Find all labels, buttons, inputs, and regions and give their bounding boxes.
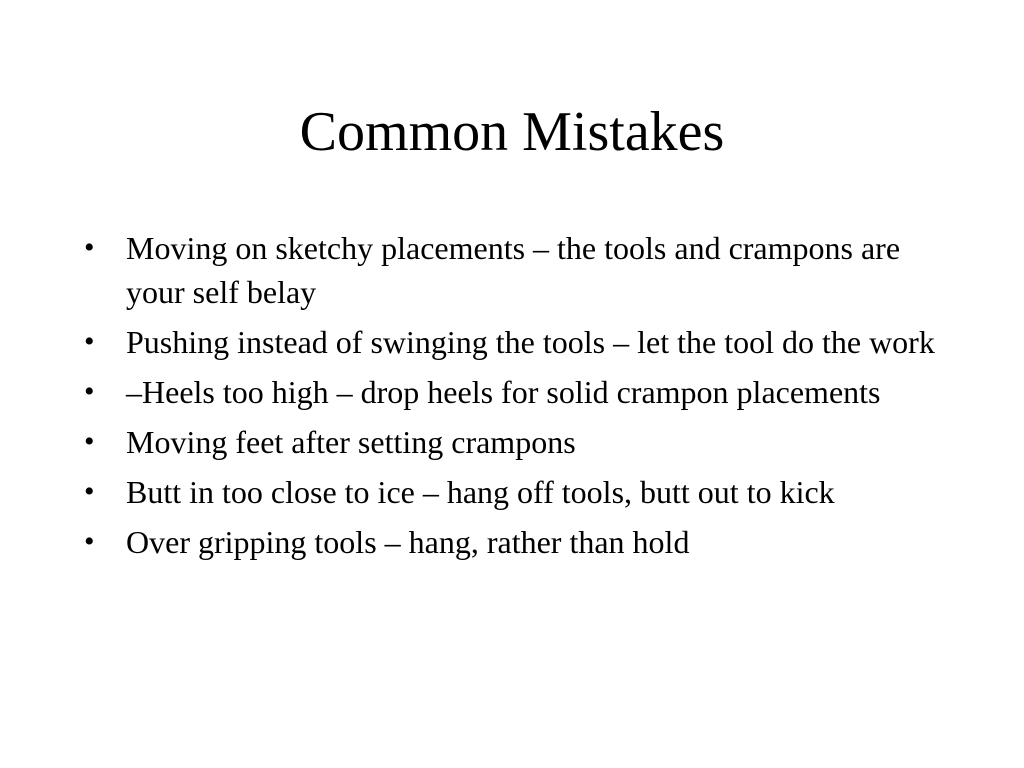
bullet-text: Butt in too close to ice – hang off tools, butt out to kick [126, 474, 835, 510]
bullet-text: Moving on sketchy placements – the tools and crampons are your self belay [126, 230, 901, 310]
list-item [84, 520, 954, 564]
list-item [84, 370, 954, 414]
bullet-icon: • [84, 231, 95, 264]
list-item [84, 470, 954, 514]
bullet-icon: • [84, 325, 95, 358]
bullet-text: Moving feet after setting crampons [126, 424, 576, 460]
bullet-icon: • [84, 425, 95, 458]
slide-title: Common Mistakes [299, 101, 725, 163]
bullet-icon: • [84, 525, 95, 558]
bullet-text: Pushing instead of swinging the tools – let the tool do the work [126, 324, 935, 360]
list-item [84, 420, 954, 464]
list-item [84, 320, 954, 364]
bullet-icon: • [84, 475, 95, 508]
bullet-text: Over gripping tools – hang, rather than hold [126, 524, 690, 560]
list-item [84, 226, 954, 314]
bullet-list [84, 226, 954, 570]
bullet-icon: • [84, 375, 95, 408]
bullet-text: –Heels too high – drop heels for solid crampon placements [126, 374, 881, 410]
